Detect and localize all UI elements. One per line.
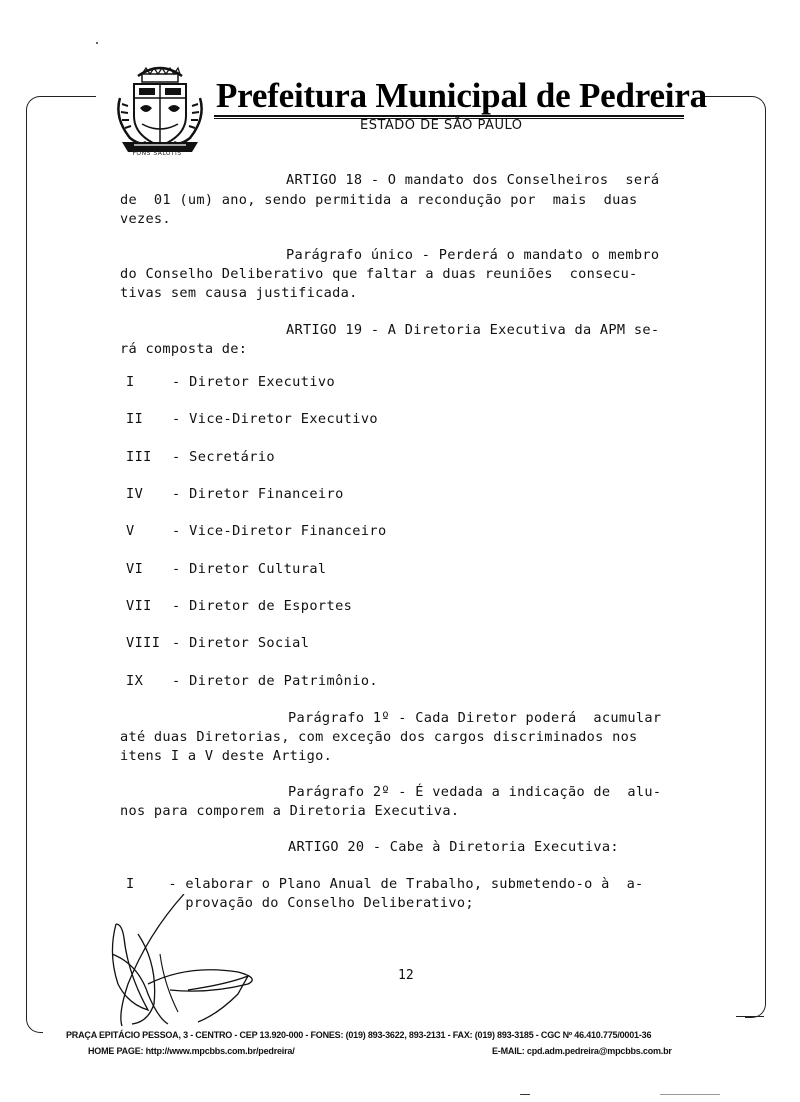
paragrafo1-line1: Parágrafo 1º - Cada Diretor poderá acumular xyxy=(288,710,662,726)
item-number: II xyxy=(126,411,144,427)
list-item xyxy=(126,411,378,427)
item-label: - Secretário xyxy=(172,449,276,465)
municipal-crest-icon xyxy=(112,58,208,162)
scan-speck xyxy=(660,1094,720,1095)
list-item xyxy=(126,523,387,539)
footer-address: PRAÇA EPITÁCIO PESSOA, 3 - CENTRO - CEP 13.920-000 - FONES: (019) 893-3622, 893-2131 - FAX: (019) 893-3185 - CGC Nº 46.410.775/0001-36 xyxy=(66,1030,652,1040)
item-label: - Diretor Executivo xyxy=(172,374,336,390)
item-label: - Vice-Diretor Financeiro xyxy=(172,523,387,539)
list-item xyxy=(126,635,309,651)
paragrafo2-line2: nos para comporem a Diretoria Executiva. xyxy=(120,803,460,819)
page-frame-left-cap xyxy=(40,96,96,97)
item-number: I xyxy=(126,374,135,390)
list-item xyxy=(126,374,335,390)
item-number: V xyxy=(126,523,135,539)
list-item xyxy=(126,561,327,577)
paragrafo1-line3: itens I a V deste Artigo. xyxy=(120,748,333,764)
art19-line2: rá composta de: xyxy=(120,341,248,357)
item-label: - Diretor Cultural xyxy=(172,561,327,577)
letterhead-subtitle: ESTADO DE SÃO PAULO xyxy=(360,118,523,133)
item-number: VI xyxy=(126,561,144,577)
footer-email: E-MAIL: cpd.adm.pedreira@mpcbbs.com.br xyxy=(492,1046,672,1056)
paragrafo-unico-line2: do Conselho Deliberativo que faltar a duas reuniões consecu- xyxy=(120,266,638,282)
item-number: VII xyxy=(126,598,152,614)
art18-line1: ARTIGO 18 - O mandato dos Conselheiros será xyxy=(286,172,660,188)
signature-icon xyxy=(88,894,288,1030)
art18-line2: de 01 (um) ano, sendo permitida a recondução por mais duas xyxy=(120,192,638,208)
page-frame-left xyxy=(26,96,43,1033)
item-label: - Diretor de Patrimônio. xyxy=(172,673,379,689)
letterhead-title: Prefeitura Municipal de Pedreira xyxy=(216,76,707,115)
footer-homepage: HOME PAGE: http://www.mpcbbs.com.br/pedreira/ xyxy=(88,1046,295,1056)
art20-item1-line2: provação do Conselho Deliberativo; xyxy=(126,895,474,911)
art20-item1-line1: I - elaborar o Plano Anual de Trabalho, submetendo-o à a- xyxy=(126,876,644,892)
item-number: III xyxy=(126,449,152,465)
scan-speck xyxy=(520,1094,530,1095)
item-number: IV xyxy=(126,486,144,502)
page-frame-bottom-right xyxy=(736,1016,764,1017)
art19-line1: ARTIGO 19 - A Diretoria Executiva da APM se- xyxy=(286,322,660,338)
paragrafo1-line2: até duas Diretorias, com exceção dos cargos discriminados nos xyxy=(120,729,638,745)
paragrafo2-line1: Parágrafo 2º - É vedada a indicação de alu- xyxy=(288,784,662,800)
list-item xyxy=(126,673,378,689)
title-underline xyxy=(214,115,684,117)
item-label: - Vice-Diretor Executivo xyxy=(172,411,379,427)
item-label: - Diretor Social xyxy=(172,635,310,651)
scan-speck xyxy=(96,42,98,44)
item-number: VIII xyxy=(126,635,161,651)
paragrafo-unico-line1: Parágrafo único - Perderá o mandato o membro xyxy=(286,247,660,263)
item-label: - Diretor Financeiro xyxy=(172,486,344,502)
art18-line3: vezes. xyxy=(120,211,171,227)
item-label: - Diretor de Esportes xyxy=(172,598,353,614)
page-frame-right-cap xyxy=(702,96,748,97)
item-number: IX xyxy=(126,673,144,689)
crest-caption: FONS SALUTIS xyxy=(132,150,182,157)
art20-line1: ARTIGO 20 - Cabe à Diretoria Executiva: xyxy=(288,839,619,855)
list-item xyxy=(126,486,344,502)
list-item xyxy=(126,449,275,465)
list-item xyxy=(126,598,352,614)
paragrafo-unico-line3: tivas sem causa justificada. xyxy=(120,285,358,301)
page-number: 12 xyxy=(398,968,414,983)
page-frame-right xyxy=(745,96,766,1018)
